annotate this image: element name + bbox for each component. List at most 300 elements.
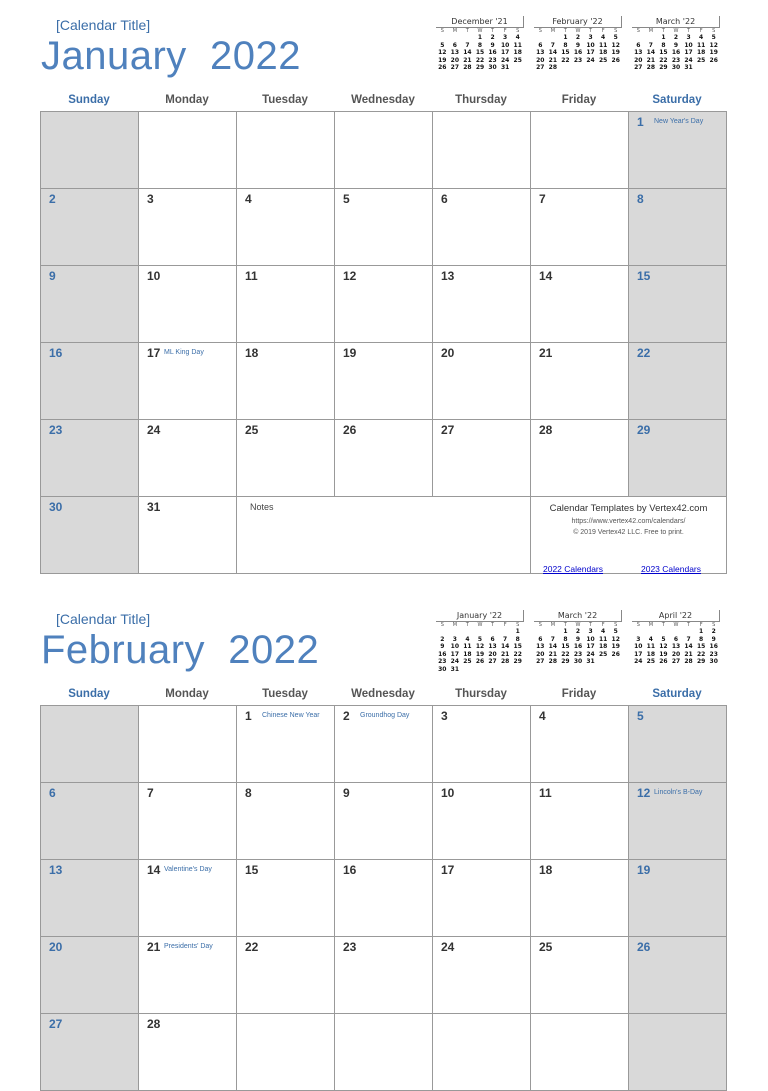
calendar-link-2022[interactable]: 2022 Calendars: [543, 564, 604, 574]
mini-day: [682, 628, 695, 636]
mini-day: 26: [611, 56, 620, 64]
mini-day: 20: [450, 56, 460, 64]
day-number: 6: [441, 192, 448, 206]
mini-day: 6: [452, 41, 457, 49]
day-number: 23: [343, 940, 357, 954]
day-cell[interactable]: [531, 937, 629, 1014]
day-cell[interactable]: [433, 420, 531, 497]
mini-day: [461, 34, 474, 42]
mini-calendar-next: [534, 16, 622, 72]
mini-day: 19: [611, 49, 620, 57]
day-cell[interactable]: [237, 783, 335, 860]
mini-weekday: S: [614, 28, 618, 34]
mini-weekday: W: [575, 622, 581, 628]
weekday-header-row: [40, 688, 726, 700]
mini-day: 30: [709, 658, 718, 666]
mini-day: 10: [586, 635, 595, 643]
mini-day: 6: [490, 635, 495, 643]
mini-day: 17: [586, 643, 595, 651]
mini-day: 27: [634, 64, 643, 72]
day-cell[interactable]: [139, 266, 237, 343]
mini-day: 11: [646, 643, 656, 651]
mini-day: 19: [709, 49, 718, 57]
mini-day: 9: [673, 41, 679, 49]
day-number: 17: [147, 346, 161, 360]
day-number: 21: [147, 940, 161, 954]
mini-day: 11: [598, 41, 608, 49]
mini-day: 8: [661, 41, 666, 49]
day-cell[interactable]: [335, 112, 433, 189]
weekday-header: Thursday: [455, 94, 507, 106]
day-cell[interactable]: [237, 706, 335, 783]
day-cell[interactable]: [531, 783, 629, 860]
day-number: 3: [147, 192, 154, 206]
weekday-header: Friday: [561, 94, 597, 106]
day-number: 16: [343, 863, 357, 877]
credit-box: [531, 497, 727, 574]
day-number: 10: [441, 786, 455, 800]
mini-weekday: S: [538, 28, 542, 34]
day-cell[interactable]: [237, 343, 335, 420]
day-number: 2: [49, 192, 56, 206]
mini-days: [534, 34, 622, 72]
day-number: 14: [539, 269, 553, 283]
mini-day: [486, 628, 499, 636]
mini-day: 19: [438, 56, 447, 64]
day-cell[interactable]: [41, 189, 139, 266]
day-cell[interactable]: [335, 783, 433, 860]
mini-day: 13: [634, 49, 643, 57]
mini-day: 8: [515, 635, 520, 643]
mini-day: 25: [513, 56, 522, 64]
mini-day: 12: [438, 49, 447, 57]
day-cell[interactable]: [41, 112, 139, 189]
day-cell[interactable]: [139, 783, 237, 860]
mini-day: 13: [536, 643, 545, 651]
mini-day: 14: [463, 49, 472, 57]
mini-weekday: T: [491, 622, 495, 628]
day-cell[interactable]: [139, 706, 237, 783]
day-cell[interactable]: [41, 1014, 139, 1091]
mini-day: 7: [550, 41, 555, 49]
day-cell[interactable]: [41, 343, 139, 420]
day-number: 15: [637, 269, 651, 283]
mini-day: 7: [550, 635, 555, 643]
notes-area[interactable]: [237, 497, 531, 574]
mini-day: 5: [711, 34, 716, 41]
mini-day: 30: [488, 64, 497, 72]
day-cell[interactable]: [237, 420, 335, 497]
day-cell[interactable]: [41, 860, 139, 937]
day-cell[interactable]: [629, 706, 727, 783]
mini-day: 27: [450, 64, 460, 72]
day-number: 2: [343, 709, 350, 723]
mini-day: 28: [463, 64, 472, 72]
mini-weekday: W: [477, 28, 483, 34]
day-cell[interactable]: [433, 937, 531, 1014]
mini-day: 4: [601, 34, 606, 41]
mini-weekday: T: [465, 28, 469, 34]
mini-day: 14: [646, 49, 656, 57]
day-number: 13: [441, 269, 455, 283]
mini-day: 26: [611, 650, 620, 658]
mini-day: 27: [536, 658, 545, 666]
holiday-label: New Year's Day: [654, 118, 704, 125]
day-cell[interactable]: [335, 1014, 433, 1091]
mini-calendar-next2: [632, 610, 720, 666]
mini-day: 14: [500, 643, 510, 651]
mini-day: [534, 628, 547, 636]
day-cell[interactable]: [139, 1014, 237, 1091]
day-cell[interactable]: [531, 266, 629, 343]
mini-day: 20: [536, 56, 545, 64]
weekday-header: Friday: [561, 688, 597, 700]
mini-weekday: F: [601, 622, 605, 628]
mini-day: 22: [561, 56, 570, 64]
mini-weekday: T: [491, 28, 495, 34]
day-cell[interactable]: [237, 937, 335, 1014]
mini-weekday: M: [550, 622, 556, 628]
mini-days: [632, 34, 720, 72]
mini-weekday: T: [661, 622, 665, 628]
day-cell[interactable]: [139, 420, 237, 497]
month-grid: [40, 705, 727, 1091]
mini-day: 3: [636, 635, 641, 643]
mini-day: 28: [548, 64, 558, 72]
day-cell[interactable]: [629, 343, 727, 420]
mini-day: 18: [513, 49, 522, 57]
mini-day: 4: [465, 635, 470, 643]
mini-day: [436, 34, 449, 42]
day-cell[interactable]: [41, 420, 139, 497]
mini-day: 19: [611, 643, 620, 651]
mini-day: 2: [673, 34, 679, 41]
day-number: 26: [637, 940, 651, 954]
calendar-title[interactable]: [Calendar Title]: [56, 17, 151, 33]
mini-day: 16: [573, 643, 583, 651]
day-cell[interactable]: [629, 860, 727, 937]
mini-weekday: M: [452, 28, 458, 34]
mini-weekday: F: [503, 28, 507, 34]
day-cell[interactable]: [629, 112, 727, 189]
day-number: 21: [539, 346, 553, 360]
day-cell[interactable]: [335, 706, 433, 783]
mini-day: 12: [611, 41, 620, 49]
credit-url: https://www.vertex42.com/calendars/: [571, 518, 686, 525]
day-cell[interactable]: [629, 783, 727, 860]
mini-weekday: S: [538, 622, 542, 628]
mini-day: 13: [488, 643, 497, 651]
day-number: 5: [637, 709, 644, 723]
mini-weekday: T: [589, 28, 593, 34]
day-cell[interactable]: [531, 860, 629, 937]
weekday-header: Sunday: [68, 688, 110, 700]
mini-day: 10: [500, 41, 510, 49]
day-number: 25: [539, 940, 553, 954]
mini-calendar-next2: [632, 16, 720, 72]
mini-day: 13: [536, 49, 545, 57]
mini-weekday: M: [452, 622, 458, 628]
day-number: 28: [539, 423, 553, 437]
day-cell[interactable]: [433, 860, 531, 937]
day-cell[interactable]: [433, 1014, 531, 1091]
mini-weekday: S: [636, 28, 640, 34]
mini-day: 21: [684, 650, 693, 658]
day-cell[interactable]: [433, 266, 531, 343]
mini-day: [449, 628, 462, 636]
mini-day: [449, 34, 462, 42]
mini-day: 25: [463, 658, 472, 666]
day-number: 18: [539, 863, 553, 877]
day-number: 6: [49, 786, 56, 800]
day-cell[interactable]: [237, 189, 335, 266]
notes-label: Notes: [250, 502, 274, 512]
mini-day: 26: [475, 658, 485, 666]
mini-weekday: S: [516, 622, 520, 628]
day-cell[interactable]: [629, 420, 727, 497]
day-cell[interactable]: [237, 860, 335, 937]
day-number: 7: [147, 786, 154, 800]
day-cell[interactable]: [139, 497, 237, 574]
mini-day: 26: [709, 56, 718, 64]
day-number: 3: [441, 709, 448, 723]
mini-day: 14: [548, 49, 558, 57]
weekday-header: Sunday: [68, 94, 110, 106]
mini-day: 29: [696, 658, 706, 666]
day-cell[interactable]: [531, 1014, 629, 1091]
mini-day: [657, 628, 670, 636]
mini-day: 5: [440, 41, 445, 49]
mini-day: 15: [561, 49, 570, 57]
mini-day: 8: [477, 41, 483, 49]
weekday-header: Thursday: [455, 688, 507, 700]
day-number: 1: [245, 709, 252, 723]
mini-day: 18: [696, 49, 706, 57]
day-number: 25: [245, 423, 259, 437]
weekday-header: Monday: [165, 688, 209, 700]
weekday-header-row: [40, 94, 726, 106]
day-cell[interactable]: [335, 266, 433, 343]
day-cell[interactable]: [433, 112, 531, 189]
mini-day: [632, 34, 645, 42]
mini-weekday: F: [699, 28, 703, 34]
day-number: 13: [49, 863, 63, 877]
day-cell[interactable]: [335, 937, 433, 1014]
day-number: 20: [441, 346, 455, 360]
mini-weekday: W: [575, 28, 581, 34]
mini-day: 6: [636, 41, 641, 49]
mini-day: 22: [696, 650, 706, 658]
mini-day: 4: [601, 628, 606, 635]
mini-day: 16: [709, 643, 718, 651]
calendar-link-2023[interactable]: 2023 Calendars: [641, 564, 702, 574]
month-heading: February 2022: [41, 628, 320, 672]
weekday-header: Saturday: [652, 688, 702, 700]
mini-weekday: T: [589, 622, 593, 628]
mini-day: 17: [500, 49, 510, 57]
mini-weekday: W: [673, 28, 679, 34]
day-cell[interactable]: [531, 189, 629, 266]
mini-day: 8: [563, 41, 568, 49]
mini-day: 16: [671, 49, 681, 57]
mini-day: 22: [659, 56, 668, 64]
mini-day: 11: [513, 41, 522, 49]
holiday-label: ML King Day: [164, 349, 204, 356]
mini-day: 30: [671, 64, 681, 72]
mini-day: 18: [463, 650, 472, 658]
day-cell[interactable]: [335, 343, 433, 420]
mini-day: 20: [536, 650, 545, 658]
mini-day: 21: [463, 56, 472, 64]
day-cell[interactable]: [41, 706, 139, 783]
mini-day: 27: [671, 658, 681, 666]
mini-day: [461, 628, 474, 636]
mini-day: 21: [548, 56, 558, 64]
day-number: 14: [147, 863, 161, 877]
day-number: 1: [637, 115, 644, 129]
mini-calendar-next: [534, 610, 622, 666]
day-number: 22: [637, 346, 651, 360]
mini-day: 18: [646, 650, 656, 658]
day-cell[interactable]: [41, 266, 139, 343]
day-number: 23: [49, 423, 63, 437]
day-cell[interactable]: [335, 420, 433, 497]
mini-weekday: M: [648, 28, 654, 34]
mini-weekday: T: [687, 28, 691, 34]
mini-day: 16: [438, 650, 447, 658]
mini-day: 20: [634, 56, 643, 64]
mini-calendar-title: December '21: [436, 16, 524, 28]
day-cell[interactable]: [139, 343, 237, 420]
mini-day: 30: [573, 658, 583, 666]
day-cell[interactable]: [629, 937, 727, 1014]
mini-day: 23: [671, 56, 681, 64]
day-number: 26: [343, 423, 357, 437]
day-cell[interactable]: [139, 860, 237, 937]
mini-day: [670, 628, 683, 636]
day-cell[interactable]: [139, 937, 237, 1014]
mini-day: 25: [696, 56, 706, 64]
mini-day: 7: [465, 41, 470, 49]
mini-day: 22: [561, 650, 570, 658]
weekday-header: Wednesday: [351, 94, 415, 106]
day-number: 12: [637, 786, 651, 800]
day-cell[interactable]: [237, 112, 335, 189]
day-cell[interactable]: [433, 343, 531, 420]
mini-day: [547, 628, 560, 636]
mini-day: 19: [659, 650, 668, 658]
mini-day: 10: [586, 41, 595, 49]
day-cell[interactable]: [41, 937, 139, 1014]
mini-calendar-title: January '22: [436, 610, 524, 622]
day-cell[interactable]: [41, 783, 139, 860]
mini-day: 23: [488, 56, 497, 64]
holiday-label: Groundhog Day: [360, 712, 410, 719]
day-number: 27: [49, 1017, 63, 1031]
day-cell[interactable]: [237, 266, 335, 343]
mini-day: 22: [475, 56, 485, 64]
day-number: 10: [147, 269, 161, 283]
mini-day: 9: [575, 635, 581, 643]
mini-weekday: T: [563, 28, 567, 34]
mini-day: 9: [490, 41, 495, 49]
mini-day: 9: [440, 643, 445, 651]
mini-day: 5: [613, 34, 618, 41]
mini-day: 23: [709, 650, 718, 658]
mini-day: 15: [696, 643, 706, 651]
mini-day: 8: [563, 635, 568, 643]
mini-day: 9: [711, 635, 716, 643]
day-cell[interactable]: [237, 1014, 335, 1091]
mini-day: 3: [588, 628, 593, 635]
day-number: 30: [49, 500, 63, 514]
day-cell[interactable]: [629, 1014, 727, 1091]
mini-day: 18: [598, 49, 608, 57]
mini-day: 16: [488, 49, 497, 57]
day-cell[interactable]: [335, 189, 433, 266]
mini-day: 6: [673, 635, 679, 643]
mini-day: 31: [586, 658, 595, 666]
holiday-label: Valentine's Day: [164, 866, 212, 873]
mini-day: 7: [686, 635, 691, 643]
day-number: 8: [637, 192, 644, 206]
mini-day: 2: [575, 628, 581, 635]
mini-day: 15: [659, 49, 668, 57]
mini-weekday: W: [673, 622, 679, 628]
mini-day: 31: [500, 64, 510, 72]
mini-day: 7: [503, 635, 508, 643]
mini-day: 13: [671, 643, 681, 651]
day-cell[interactable]: [629, 266, 727, 343]
mini-weekday: T: [661, 28, 665, 34]
day-cell[interactable]: [433, 783, 531, 860]
day-number: 17: [441, 863, 455, 877]
mini-day: 2: [490, 34, 495, 41]
day-cell[interactable]: [335, 860, 433, 937]
day-cell[interactable]: [629, 189, 727, 266]
day-cell[interactable]: [531, 706, 629, 783]
mini-day: 13: [450, 49, 460, 57]
day-cell[interactable]: [433, 189, 531, 266]
mini-day: 12: [709, 41, 718, 49]
day-cell[interactable]: [531, 420, 629, 497]
mini-day: 2: [440, 635, 445, 643]
mini-day: [547, 34, 560, 42]
mini-day: 10: [684, 41, 693, 49]
day-number: 4: [539, 709, 546, 723]
mini-day: 4: [648, 635, 653, 643]
mini-day: 4: [515, 34, 520, 41]
day-cell[interactable]: [139, 189, 237, 266]
day-cell[interactable]: [531, 343, 629, 420]
mini-day: 18: [598, 643, 608, 651]
holiday-label: Lincoln's B-Day: [654, 789, 703, 796]
day-cell[interactable]: [41, 497, 139, 574]
day-number: 31: [147, 500, 161, 514]
calendar-title[interactable]: [Calendar Title]: [56, 611, 151, 627]
day-cell[interactable]: [531, 112, 629, 189]
mini-day: 11: [598, 635, 608, 643]
mini-day: 10: [634, 643, 643, 651]
day-cell[interactable]: [139, 112, 237, 189]
day-number: 18: [245, 346, 259, 360]
mini-day: 5: [613, 628, 618, 635]
day-number: 4: [245, 192, 252, 206]
mini-day: [436, 628, 449, 636]
day-number: 22: [245, 940, 259, 954]
day-cell[interactable]: [433, 706, 531, 783]
credit-copyright: © 2019 Vertex42 LLC. Free to print.: [573, 529, 684, 536]
